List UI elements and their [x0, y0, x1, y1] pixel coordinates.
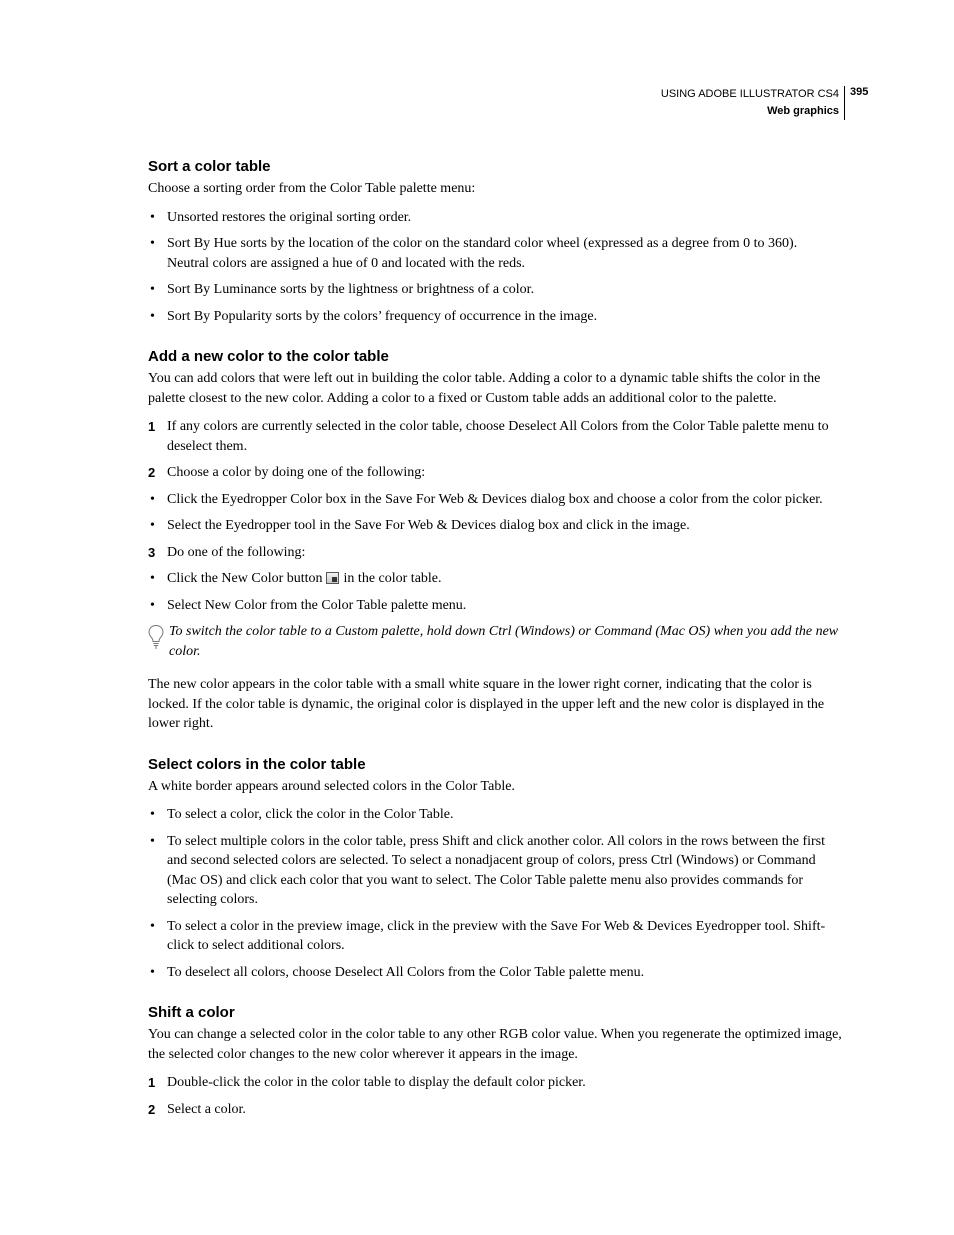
- sort-bullets: [148, 208, 842, 327]
- bullet-marker: •: [150, 964, 155, 980]
- list-item: [148, 234, 842, 273]
- tip-text: To switch the color table to a Custom palette, hold down Ctrl (Windows) or Command (Mac OS) when you add the new color.: [169, 624, 839, 659]
- step-text: Double-click the color in the color table to display the default color picker.: [167, 1075, 586, 1090]
- list-item: [148, 963, 842, 983]
- new-color-button-icon: [326, 572, 339, 584]
- list-item-text: To select a color, click the color in the Color Table.: [167, 807, 454, 822]
- bullet-marker: •: [150, 597, 155, 613]
- step-text: If any colors are currently selected in the color table, choose Deselect All Colors from the Color Table palette menu to deselect them.: [167, 419, 829, 454]
- add-step2-bullets: [148, 490, 842, 536]
- heading-shift-color: Shift a color: [148, 1004, 235, 1021]
- step-number: 2: [148, 1101, 156, 1117]
- list-item-text: in the color table.: [343, 571, 442, 586]
- bullet-marker: •: [150, 209, 155, 225]
- section-title: Web graphics: [767, 105, 839, 117]
- add-step3-bullets: [148, 569, 842, 615]
- list-item: [148, 516, 842, 536]
- list-item-text: Sort By Popularity sorts by the colors’ frequency of occurrence in the image.: [167, 308, 598, 324]
- header-titles: [661, 86, 845, 120]
- list-item-text: Sort By Luminance sorts by the lightness or brightness of a color.: [167, 282, 535, 297]
- list-item-text: Unsorted restores the original sorting order.: [167, 209, 412, 225]
- shift-steps: [148, 1073, 842, 1119]
- list-item: [148, 569, 842, 589]
- step-item: [148, 1100, 842, 1120]
- add-intro: You can add colors that were left out in building the color table. Adding a color to a dynamic table shifts the color in the palette closest to the new color. Adding a color to a fixed or Custom table adds an additional color to the palette.: [148, 371, 821, 406]
- list-item-text: To deselect all colors, choose Deselect All Colors from the Color Table palette menu.: [167, 964, 645, 980]
- step-number: 2: [148, 465, 156, 480]
- bullet-marker: •: [150, 918, 155, 934]
- bullet-marker: •: [150, 236, 155, 251]
- lightbulb-icon: [147, 624, 165, 650]
- bullet-marker: •: [150, 807, 155, 822]
- tip-note: [148, 622, 842, 661]
- shift-intro: You can change a selected color in the color table to any other RGB color value. When you regenerate the optimized image, the selected color changes to the new color wherever it appears in the image.: [148, 1027, 842, 1062]
- list-item-text: Select New Color from the Color Table palette menu.: [167, 597, 467, 613]
- add-outro: The new color appears in the color table with a small white square in the lower right corner, indicating that the color is locked. If the color table is dynamic, the original color is displayed in the upper left and the new color is displayed in the lower right.: [148, 677, 825, 731]
- step-item: [148, 417, 842, 456]
- bullet-marker: •: [150, 282, 155, 297]
- list-item: [148, 832, 842, 910]
- bullet-marker: •: [150, 571, 155, 586]
- list-item: [148, 307, 842, 327]
- select-bullets: [148, 805, 842, 982]
- bullet-marker: •: [150, 833, 155, 849]
- list-item-text: To select multiple colors in the color table, press Shift and click another color. All colors in the rows between the first and second selected colors are selected. To select a nonadjacent group of colors, press Ctrl (Windows) or Command (Mac OS) and click each color that you want to select. The Color Table palette menu also provides commands for selecting colors.: [167, 833, 826, 907]
- step-text: Select a color.: [167, 1101, 246, 1117]
- list-item: [148, 596, 842, 616]
- book-title: USING ADOBE ILLUSTRATOR CS4: [660, 88, 839, 100]
- list-item: [148, 490, 842, 510]
- list-item-text: Click the New Color button: [167, 571, 323, 586]
- select-intro: A white border appears around selected colors in the Color Table.: [148, 778, 515, 794]
- step-number: 3: [148, 544, 156, 560]
- running-header: [640, 86, 880, 120]
- step-text: Do one of the following:: [167, 544, 306, 560]
- list-item: [148, 208, 842, 228]
- list-item-text: Sort By Hue sorts by the location of the color on the standard color wheel (expressed as a degree from 0 to 360). Neutral colors are assigned a hue of 0 and located with the reds.: [167, 236, 798, 271]
- step-text: Choose a color by doing one of the following:: [167, 465, 426, 480]
- list-item-text: Select the Eyedropper tool in the Save For Web & Devices dialog box and click in the image.: [167, 518, 690, 533]
- page-content: [148, 156, 842, 1119]
- add-step3: [148, 543, 842, 563]
- bullet-marker: •: [150, 308, 155, 324]
- add-steps: [148, 417, 842, 483]
- heading-select-colors: Select colors in the color table: [148, 755, 366, 773]
- list-item: [148, 805, 842, 825]
- step-number: 1: [148, 419, 156, 434]
- list-item: [148, 280, 842, 300]
- list-item: [148, 917, 842, 956]
- step-item: [148, 1073, 842, 1093]
- bullet-marker: •: [150, 491, 155, 507]
- step-item: [148, 543, 842, 563]
- list-item-text: To select a color in the preview image, click in the preview with the Save For Web & Devices Eyedropper tool. Shift-click to select additional colors.: [167, 918, 826, 953]
- sort-intro: Choose a sorting order from the Color Table palette menu:: [148, 181, 476, 196]
- bullet-marker: •: [150, 518, 155, 533]
- list-item-text: Click the Eyedropper Color box in the Save For Web & Devices dialog box and choose a color from the color picker.: [167, 491, 823, 507]
- step-number: 1: [148, 1075, 156, 1090]
- page-number: 395: [850, 86, 869, 98]
- step-item: [148, 463, 842, 483]
- heading-add-color: Add a new color to the color table: [148, 348, 389, 365]
- heading-sort: Sort a color table: [148, 158, 271, 175]
